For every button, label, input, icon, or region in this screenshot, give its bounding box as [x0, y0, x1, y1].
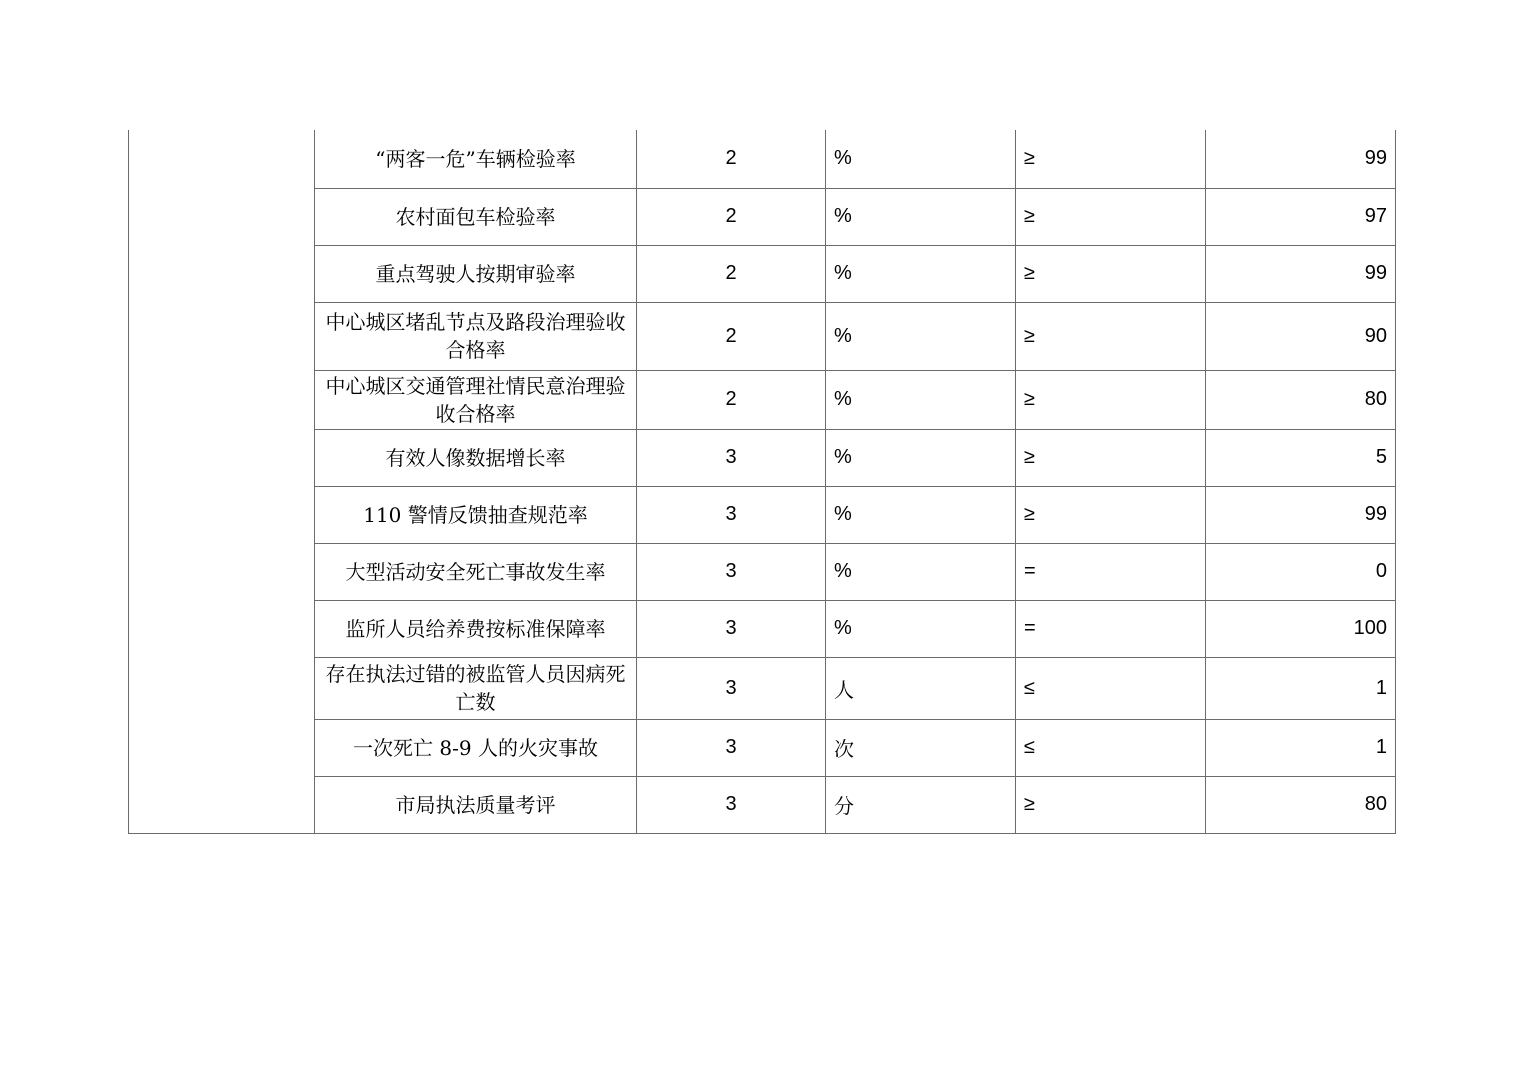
target-cell: 80: [1206, 370, 1396, 429]
weight-cell: 3: [637, 776, 826, 833]
weight-cell: 2: [637, 130, 826, 188]
unit-cell: %: [826, 245, 1016, 302]
target-cell: 1: [1206, 657, 1396, 719]
operator-cell: ≥: [1016, 130, 1206, 188]
operator-cell: ≤: [1016, 657, 1206, 719]
operator-cell: ≤: [1016, 719, 1206, 776]
weight-cell: 2: [637, 370, 826, 429]
operator-cell: =: [1016, 600, 1206, 657]
indicator-cell: 农村面包车检验率: [315, 188, 637, 245]
weight-cell: 2: [637, 245, 826, 302]
target-cell: 100: [1206, 600, 1396, 657]
weight-cell: 3: [637, 429, 826, 486]
indicator-cell: 一次死亡 8-9 人的火灾事故: [315, 719, 637, 776]
target-cell: 5: [1206, 429, 1396, 486]
weight-cell: 2: [637, 302, 826, 370]
target-cell: 1: [1206, 719, 1396, 776]
weight-cell: 3: [637, 719, 826, 776]
table-row: [129, 429, 1396, 486]
operator-cell: ≥: [1016, 245, 1206, 302]
table-row: [129, 370, 1396, 429]
indicator-cell: 110 警情反馈抽查规范率: [315, 486, 637, 543]
operator-cell: ≥: [1016, 486, 1206, 543]
table-row: [129, 719, 1396, 776]
table-row: [129, 657, 1396, 719]
unit-cell: %: [826, 486, 1016, 543]
weight-cell: 3: [637, 600, 826, 657]
table-row: [129, 600, 1396, 657]
indicator-cell: “两客一危”车辆检验率: [315, 130, 637, 188]
indicator-cell: 中心城区交通管理社情民意治理验收合格率: [315, 370, 637, 429]
category-cell: [129, 130, 315, 833]
unit-cell: %: [826, 130, 1016, 188]
operator-cell: ≥: [1016, 302, 1206, 370]
target-cell: 80: [1206, 776, 1396, 833]
table-row: [129, 302, 1396, 370]
unit-cell: %: [826, 370, 1016, 429]
weight-cell: 3: [637, 543, 826, 600]
operator-cell: ≥: [1016, 370, 1206, 429]
target-cell: 90: [1206, 302, 1396, 370]
indicator-cell: 市局执法质量考评: [315, 776, 637, 833]
target-cell: 99: [1206, 245, 1396, 302]
weight-cell: 2: [637, 188, 826, 245]
table-row: [129, 486, 1396, 543]
unit-cell: 分: [826, 776, 1016, 833]
table-row: [129, 188, 1396, 245]
target-cell: 0: [1206, 543, 1396, 600]
weight-cell: 3: [637, 657, 826, 719]
target-cell: 97: [1206, 188, 1396, 245]
indicator-cell: 有效人像数据增长率: [315, 429, 637, 486]
unit-cell: %: [826, 188, 1016, 245]
indicator-table: [128, 130, 1396, 834]
operator-cell: =: [1016, 543, 1206, 600]
indicator-cell: 监所人员给养费按标准保障率: [315, 600, 637, 657]
operator-cell: ≥: [1016, 429, 1206, 486]
unit-cell: %: [826, 429, 1016, 486]
indicator-cell: 中心城区堵乱节点及路段治理验收合格率: [315, 302, 637, 370]
table-row: [129, 130, 1396, 188]
target-cell: 99: [1206, 130, 1396, 188]
operator-cell: ≥: [1016, 188, 1206, 245]
unit-cell: %: [826, 600, 1016, 657]
unit-cell: 人: [826, 657, 1016, 719]
indicator-cell: 大型活动安全死亡事故发生率: [315, 543, 637, 600]
table-row: [129, 543, 1396, 600]
unit-cell: %: [826, 543, 1016, 600]
indicator-cell: 存在执法过错的被监管人员因病死亡数: [315, 657, 637, 719]
target-cell: 99: [1206, 486, 1396, 543]
operator-cell: ≥: [1016, 776, 1206, 833]
unit-cell: 次: [826, 719, 1016, 776]
table-row: [129, 245, 1396, 302]
weight-cell: 3: [637, 486, 826, 543]
table-row: [129, 776, 1396, 833]
unit-cell: %: [826, 302, 1016, 370]
indicator-cell: 重点驾驶人按期审验率: [315, 245, 637, 302]
